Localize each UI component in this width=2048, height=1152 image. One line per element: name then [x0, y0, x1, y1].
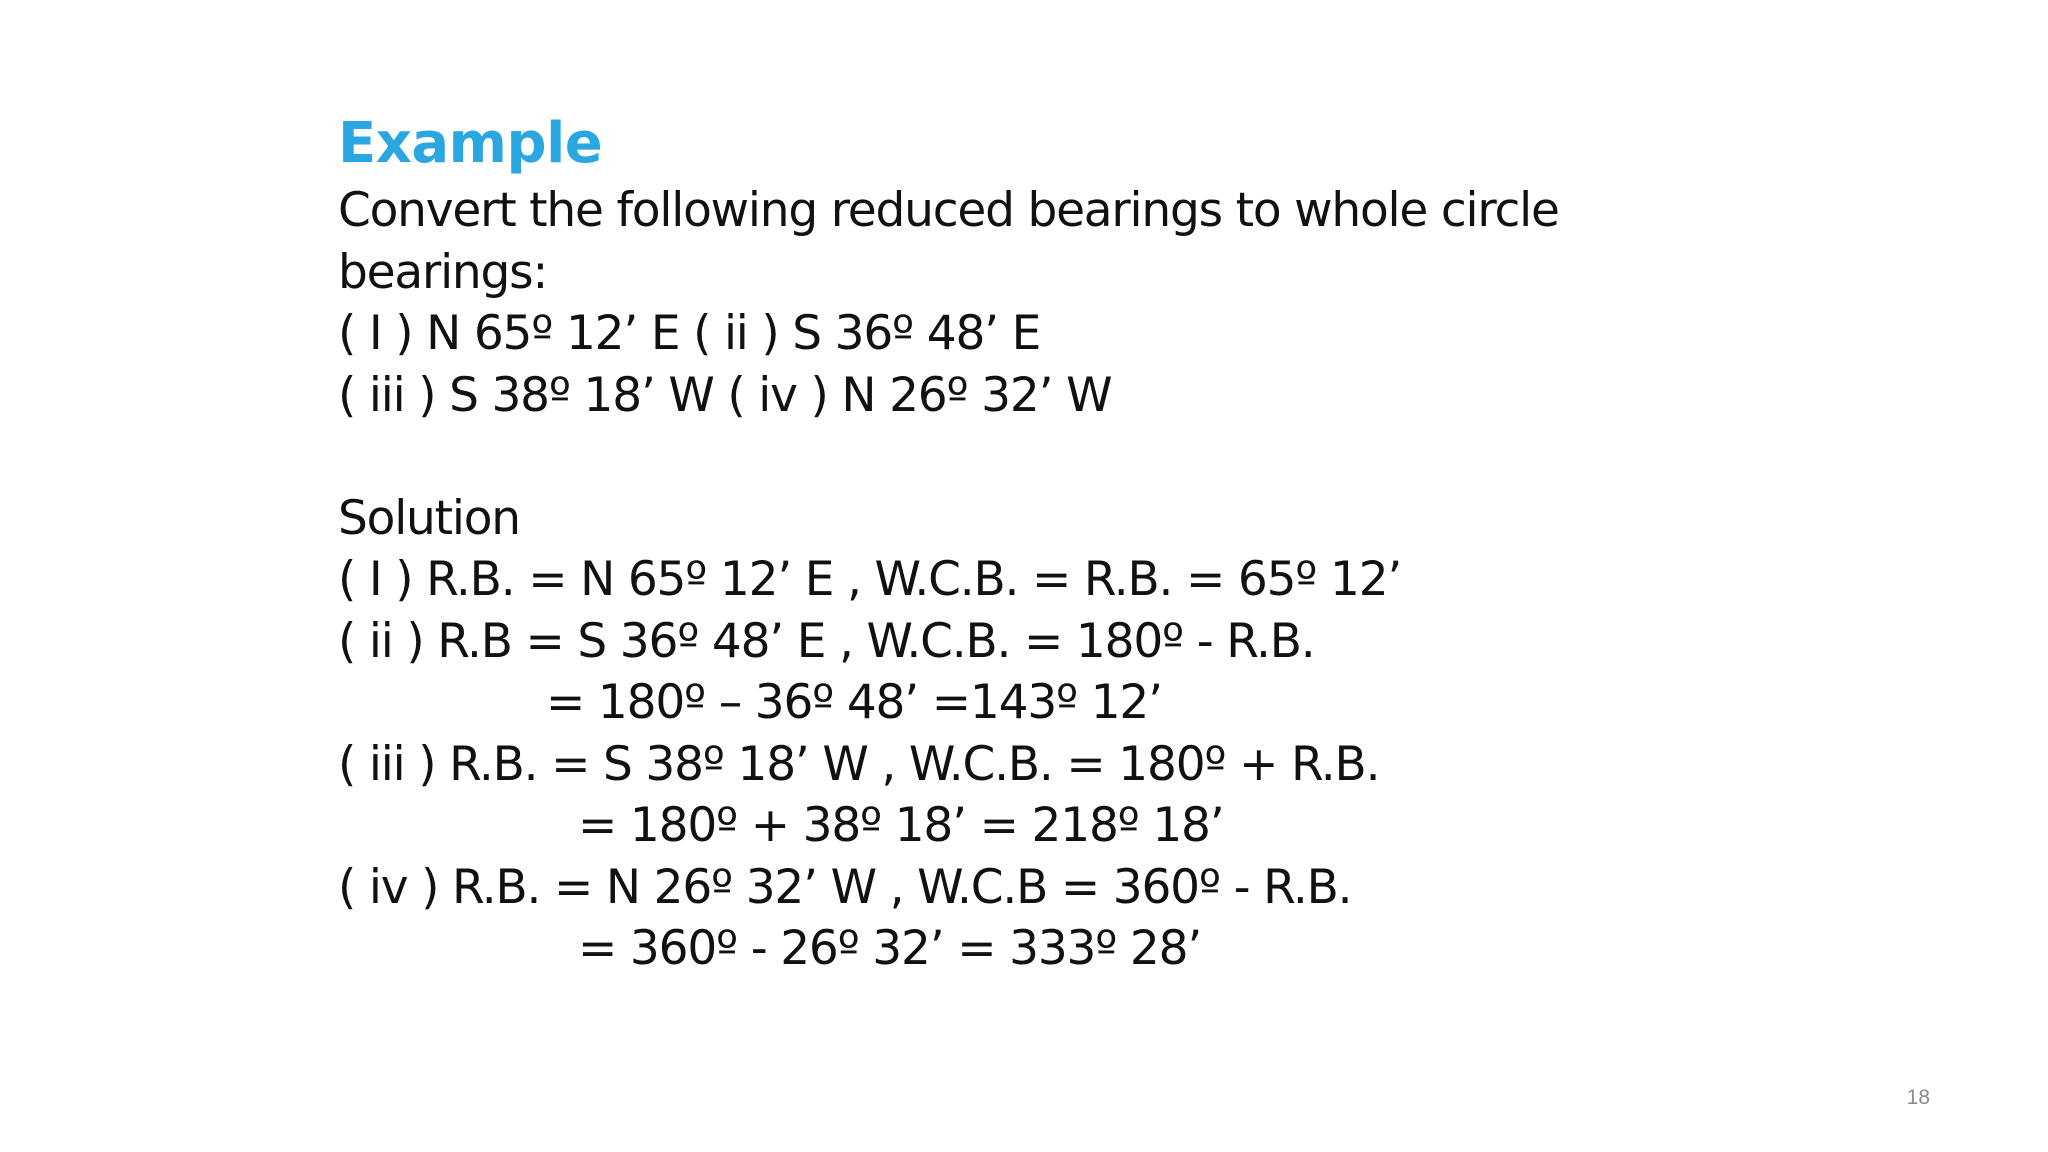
slide-heading: Example	[338, 111, 603, 176]
solution-line-4: ( iii ) R.B. = S 38º 18’ W , W.C.B. = 180º + R.B.	[338, 736, 1380, 792]
problem-line-4: ( iii ) S 38º 18’ W ( iv ) N 26º 32’ W	[338, 367, 1112, 423]
spacer	[338, 426, 1738, 488]
solution-line-5: = 180º + 38º 18’ = 218º 18’	[578, 798, 1224, 853]
solution-line-3: = 180º – 36º 48’ =143º 12’	[546, 675, 1162, 730]
slide-content	[338, 108, 1738, 980]
solution-line-7: = 360º - 26º 32’ = 333º 28’	[578, 921, 1202, 976]
problem-line-3: ( I ) N 65º 12’ E ( ii ) S 36º 48’ E	[338, 306, 1041, 361]
solution-line-1: ( I ) R.B. = N 65º 12’ E , W.C.B. = R.B. = 65º 12’	[338, 552, 1402, 607]
problem-line-2: bearings:	[338, 244, 548, 300]
problem-line-1: Convert the following reduced bearings to whole circle	[338, 183, 1559, 238]
page-number: 18	[1906, 1086, 1930, 1109]
solution-line-6: ( iv ) R.B. = N 26º 32’ W , W.C.B = 360º - R.B.	[338, 859, 1352, 915]
solution-title: Solution	[338, 490, 520, 546]
solution-line-2: ( ii ) R.B = S 36º 48’ E , W.C.B. = 180º - R.B.	[338, 613, 1315, 669]
